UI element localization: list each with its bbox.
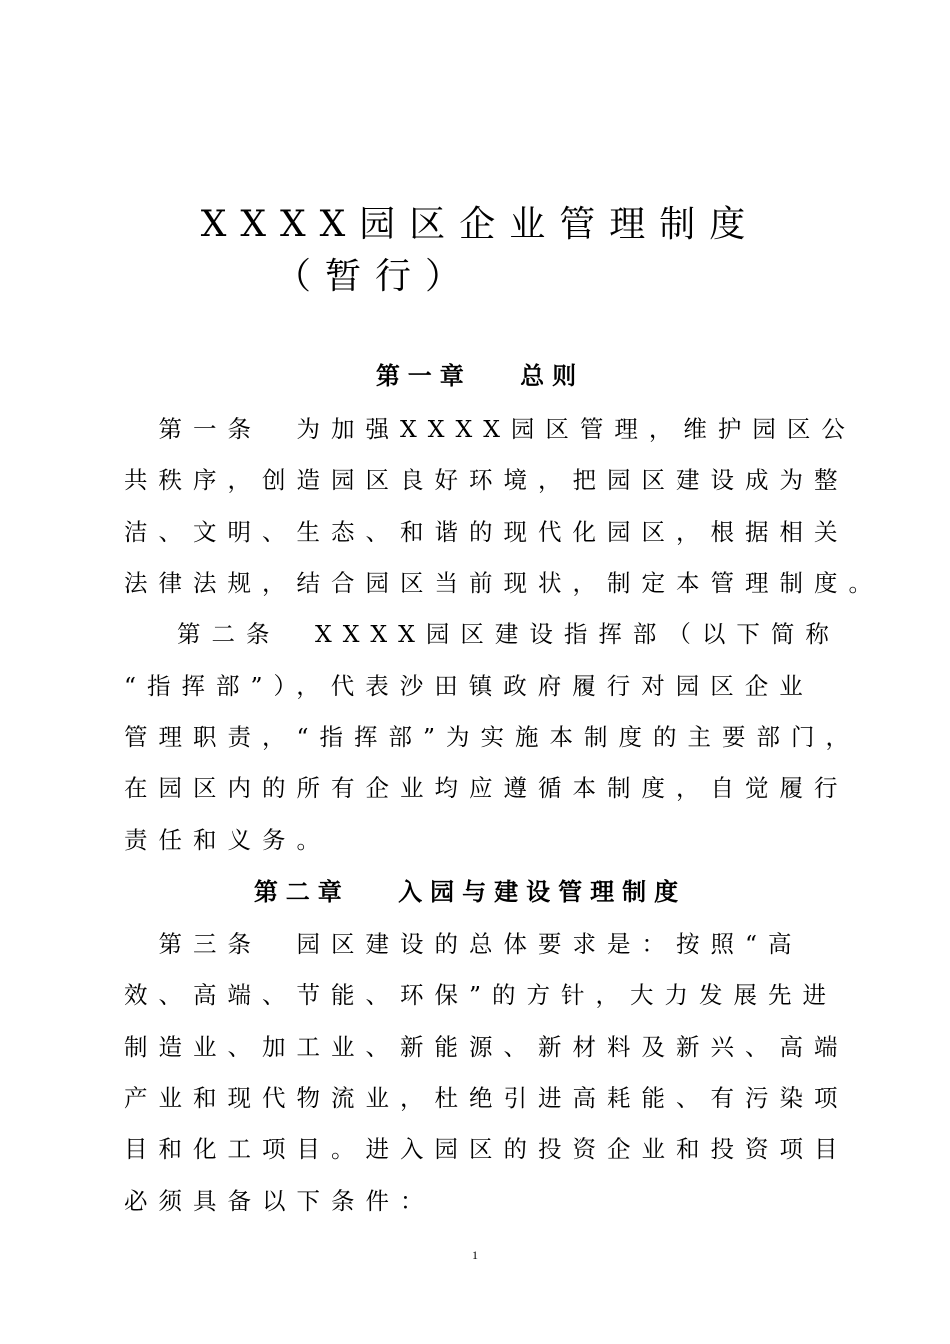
chapter-1-line: 法律法规，结合园区当前现状，制定本管理制度。 — [124, 569, 883, 597]
chapter-1-heading: 第一章 总则 — [375, 361, 585, 390]
chapter-1-line: 共秩序，创造园区良好环境，把园区建设成为整 — [124, 466, 849, 494]
chapter-2-line: 产业和现代物流业，杜绝引进高耗能、有污染项 — [124, 1084, 849, 1112]
chapter-2-line: 必须具备以下条件： — [124, 1187, 435, 1215]
chapter-2-line: 制造业、加工业、新能源、新材料及新兴、高端 — [124, 1033, 849, 1061]
chapter-2-line: 第三条 园区建设的总体要求是：按照“高 — [124, 930, 803, 958]
chapter-1-line: 洁、文明、生态、和谐的现代化园区，根据相关 — [124, 518, 849, 546]
chapter-1-line: 第二条 XXXX园区建设指挥部（以下简称 — [124, 620, 840, 648]
page-number: 1 — [472, 1248, 478, 1262]
chapter-2-heading: 第二章 入园与建设管理制度 — [253, 877, 687, 906]
document-title: XXXX园区企业管理制度 — [200, 204, 760, 245]
chapter-1-line: 第一条 为加强XXXX园区管理，维护园区公 — [124, 415, 856, 443]
chapter-1-line: 在园区内的所有企业均应遵循本制度，自觉履行 — [124, 774, 849, 802]
chapter-1-line: 管理职责，“指挥部”为实施本制度的主要部门， — [124, 723, 861, 751]
chapter-1-line: “指挥部”），代表沙田镇政府履行对园区企业 — [124, 672, 814, 700]
chapter-2-line: 目和化工项目。进入园区的投资企业和投资项目 — [124, 1135, 849, 1163]
chapter-1-line: 责任和义务。 — [124, 826, 331, 854]
document-subtitle: （暂行） — [274, 256, 475, 297]
chapter-2-line: 效、高端、节能、环保”的方针，大力发展先进 — [124, 981, 838, 1009]
